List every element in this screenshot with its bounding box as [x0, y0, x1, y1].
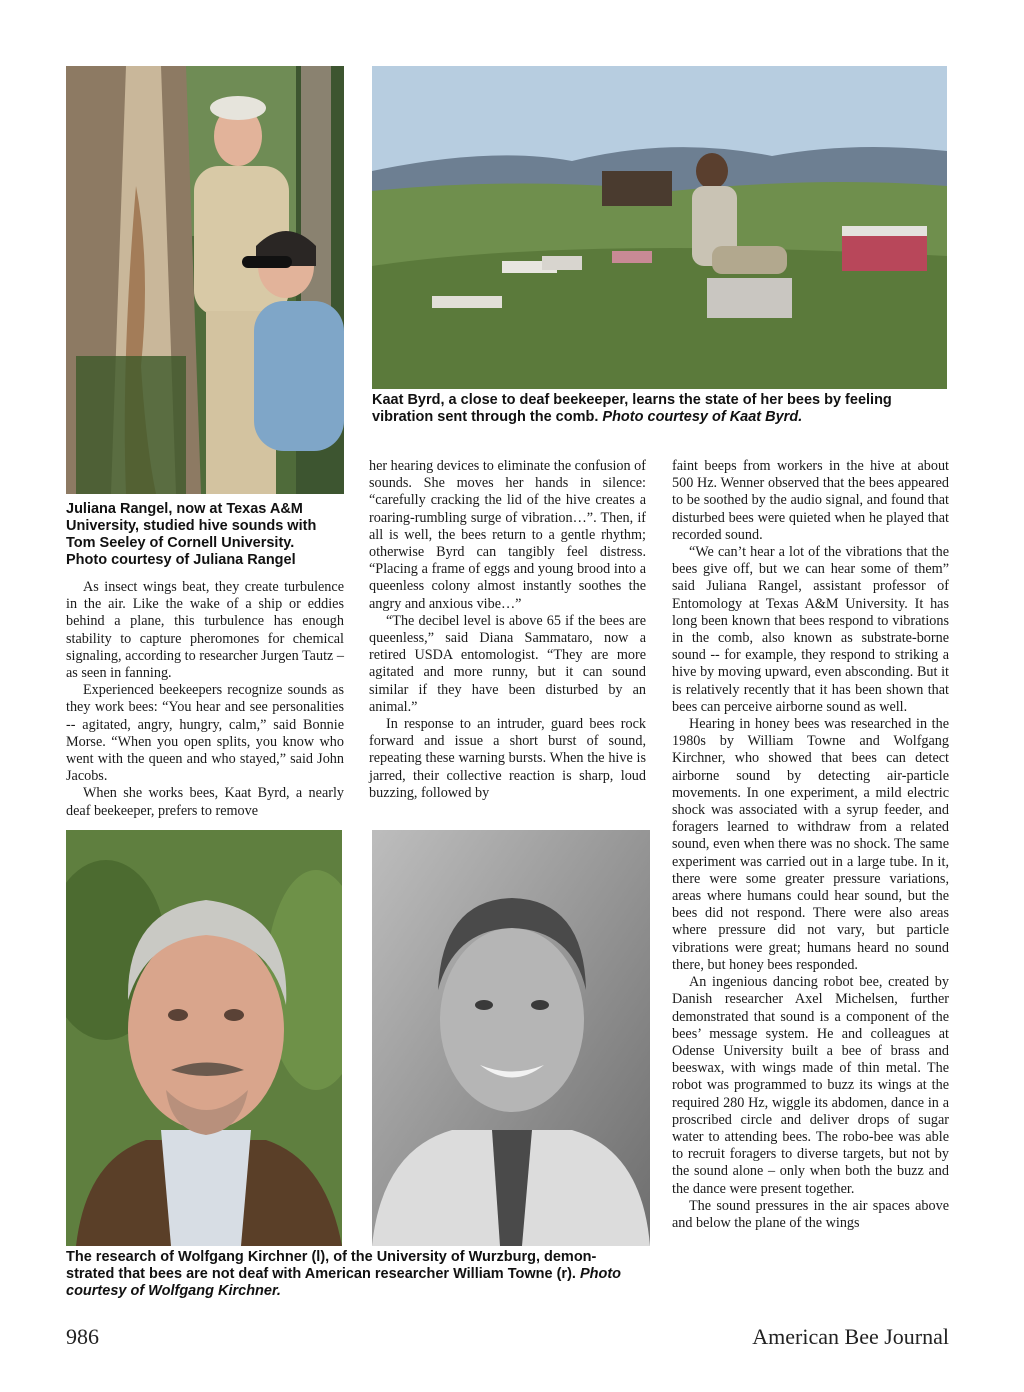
- caption-kirchner-line-1: The research of Wolfgang Kirchner (l), of the University of Wurzburg, demon-: [66, 1249, 597, 1265]
- caption-kirchner-credit-b: courtesy of Wolfgang Kirchner.: [66, 1283, 281, 1299]
- caption-kirchner-line-3: [66, 1283, 656, 1300]
- column-3-paragraph: faint beeps from workers in the hive at about 500 Hz. Wenner observed that the bees appeared to be soothed by the audio signal, and found that disturbed bees were quieted when he played that recorded sound.: [672, 458, 949, 543]
- photo-rangel-seeley-image: [66, 66, 344, 494]
- column-2-paragraph: In response to an intruder, guard bees rock forward and issue a short burst of sound, repeating these warning bursts. When the hive is jarred, their collective reaction is sharp, loud buzzing, followed by: [369, 716, 646, 801]
- column-1-paragraph: As insect wings beat, they create turbulence in the air. Like the wake of a ship or eddies behind a plane, this turbulence has enough stability to capture pheromones for chemical signaling, according to researcher Jurgen Tautz – as seen in fanning.: [66, 579, 344, 682]
- column-3-paragraph: Hearing in honey bees was researched in the 1980s by William Towne and Wolfgang Kirchner, who showed that bees can detect airborne sound by detecting air-particle movements. In one experiment, a mild electric shock was associated with a syrup feeder, and foragers learned to withdraw from a related sound, even when there was no shock. The same experiment was carried out in a large tube. In it, there were some greater pressure variations, areas where humans could hear sound, but the bees did not respond. There were also areas where pressure did not vary, but particle vibrations were great; humans heard no sound there, but honey bees responded.: [672, 716, 949, 973]
- caption-kaat-byrd-line-2-text: vibration sent through the comb.: [372, 409, 599, 425]
- column-1-paragraph: When she works bees, Kaat Byrd, a nearly deaf beekeeper, prefers to remove: [66, 785, 344, 819]
- caption-kirchner-line-2: [66, 1266, 656, 1283]
- photo-william-towne: [372, 830, 650, 1246]
- caption-rangel-line-1: Juliana Rangel, now at Texas A&M: [66, 501, 303, 517]
- caption-kirchner-line-2-text: strated that bees are not deaf with American researcher William Towne (r).: [66, 1266, 576, 1282]
- column-3-paragraph: An ingenious dancing robot bee, created by Danish researcher Axel Michelsen, further demonstrated that sound is a component of the bees’ message system. He and colleagues at Odense University built a bee of brass and beeswax, with wings made of thin metal. The robot was programmed to buzz its wings at the required 280 Hz, wiggle its abdomen, dance in a proscribed circle and deliver drops of sugar water to attending bees. The robo-bee was able to recruit foragers to diverse targets, but not by the sound alone – only when both the buzz and the dance were present together.: [672, 974, 949, 1197]
- photo-kaat-byrd: [372, 66, 947, 389]
- column-1: [66, 579, 344, 820]
- column-3-paragraph: “We can’t hear a lot of the vibrations that the bees give off, but we can hear some of them” said Juliana Rangel, assistant professor of Entomology at Texas A&M University. It has long been known that bees respond to vibrations in the comb, also known as substrate-borne sound -- for example, they respond to striking a hive by moving upward, even absconding. But it is relatively recently that it has been shown that bees can perceive airborne sound as well.: [672, 544, 949, 715]
- caption-kirchner-towne: [66, 1249, 656, 1300]
- caption-kaat-byrd-end: .: [798, 409, 803, 425]
- caption-kaat-byrd-line-1: Kaat Byrd, a close to deaf beekeeper, learns the state of her bees by feeling: [372, 392, 892, 408]
- caption-rangel-line-4: Photo courtesy of Juliana Rangel: [66, 552, 296, 568]
- column-2-paragraph: her hearing devices to eliminate the confusion of sounds. She moves her hands in silence: “carefully cracking the lid of the hive creates a roaring-rumbling surge of vibration…”. Then, if all is well, the bees return to a gentle rhythm; otherwise Byrd can tangibly feel distress. “Placing a frame of eggs and young brood into a queenless colony almost instantly soothes the angry and anxious vibe…”: [369, 458, 646, 612]
- column-3: [672, 458, 949, 1232]
- column-3-paragraph: The sound pressures in the air spaces above and below the plane of the wings: [672, 1197, 949, 1231]
- photo-wolfgang-kirchner: [66, 830, 342, 1246]
- caption-kaat-byrd-credit: Photo courtesy of Kaat Byrd: [602, 409, 799, 425]
- caption-rangel-line-2: University, studied hive sounds with: [66, 518, 317, 534]
- caption-rangel: [66, 501, 346, 569]
- caption-kirchner-credit-a: Photo: [579, 1266, 622, 1282]
- photo-kaat-byrd-image: [372, 66, 947, 389]
- caption-rangel-line-3: Tom Seeley of Cornell University.: [66, 535, 295, 551]
- photo-rangel-seeley: [66, 66, 344, 494]
- journal-title: American Bee Journal: [752, 1324, 949, 1349]
- photo-towne-image: [372, 830, 650, 1246]
- photo-kirchner-image: [66, 830, 342, 1246]
- caption-kaat-byrd: [372, 392, 952, 426]
- column-2: [369, 458, 646, 802]
- page-number: 986: [66, 1324, 99, 1349]
- column-1-paragraph: Experienced beekeepers recognize sounds as they work bees: “You hear and see personalities -- agitated, angry, hungry, calm,” said Bonnie Morse. “When you open splits, you know who went with the queen and who stayed,” said John Jacobs.: [66, 682, 344, 785]
- column-2-paragraph: “The decibel level is above 65 if the bees are queenless,” said Diana Sammataro, now a retired USDA entomologist. “They are more agitated and more runny, but it can sound similar if they have been disturbed by an animal.”: [369, 612, 646, 715]
- caption-kaat-byrd-line-2: [372, 409, 952, 426]
